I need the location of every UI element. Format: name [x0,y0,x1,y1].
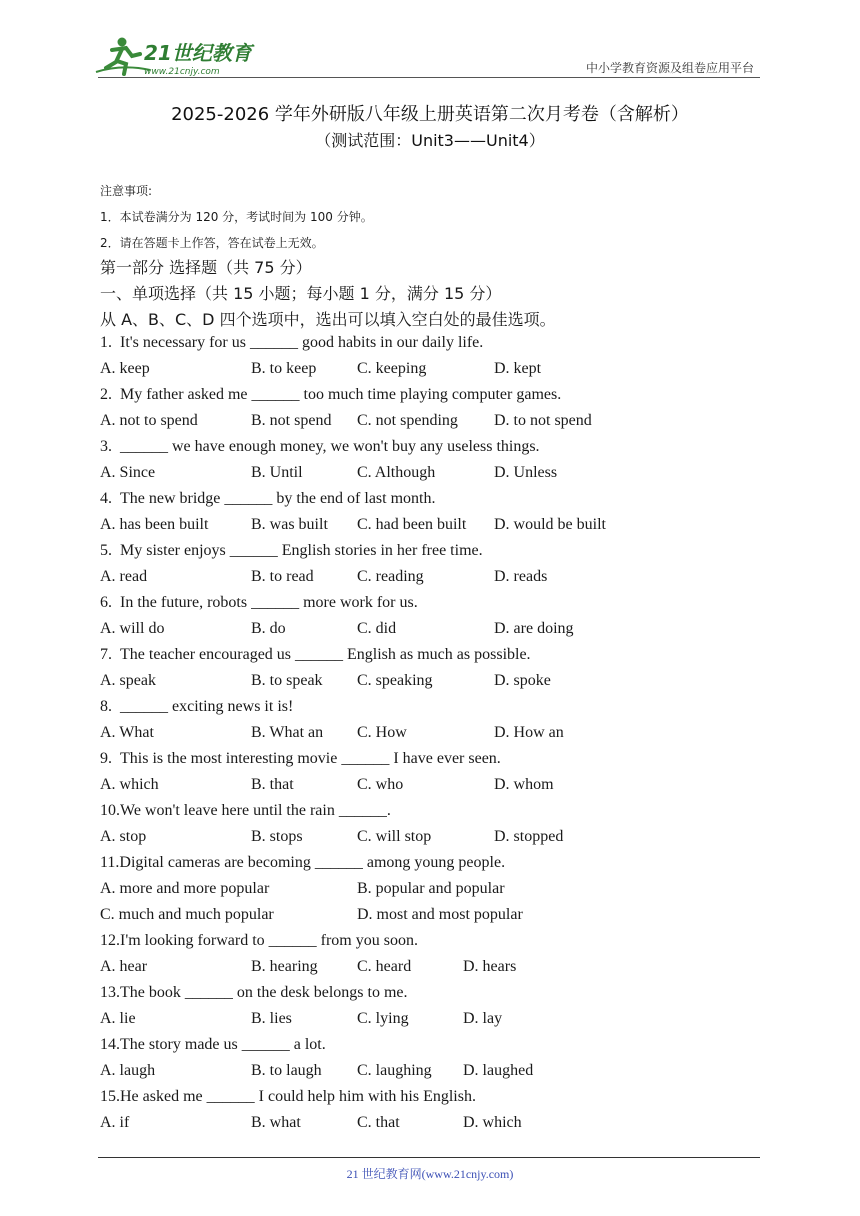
page-subtitle: （测试范围：Unit3——Unit4） [315,131,545,150]
answer-option[interactable]: C. keeping [357,360,427,377]
option-row [100,1114,660,1136]
answer-option[interactable]: B. do [251,620,286,637]
question-number: 9. [100,750,112,767]
answer-option[interactable]: C. will stop [357,828,432,845]
answer-option[interactable]: D. spoke [494,672,551,689]
option-row [100,906,660,928]
answer-option[interactable]: B. not spend [251,412,332,429]
section-instruction: 从 A、B、C、D 四个选项中，选出可以填入空白处的最佳选项。 [100,310,556,329]
question-stem [100,984,408,1002]
platform-label: 中小学教育资源及组卷应用平台 [585,61,754,75]
question-number: 8. [100,698,112,715]
option-row [100,958,660,980]
answer-option[interactable]: A. Since [100,464,156,481]
answer-option[interactable]: D. to not spend [494,412,592,429]
answer-option[interactable]: A. read [100,568,148,585]
question-stem [100,594,418,612]
answer-option[interactable]: D. which [463,1114,522,1131]
answer-option[interactable]: A. more and more popular [100,880,270,897]
answer-option[interactable]: A. laugh [100,1062,156,1079]
answer-option[interactable]: C. speaking [357,672,433,689]
answer-option[interactable]: D. would be built [494,516,606,533]
question-number: 7. [100,646,112,663]
answer-option[interactable]: B. Until [251,464,303,481]
question-stem [100,646,531,664]
answer-option[interactable]: A. lie [100,1010,136,1027]
answer-option[interactable]: D. most and most popular [357,906,523,923]
option-row [100,672,660,694]
answer-option[interactable]: C. reading [357,568,424,585]
question-stem [100,1088,476,1106]
note-item: 1．本试卷满分为 120 分，考试时间为 100 分钟。 [100,210,373,224]
answer-option[interactable]: C. not spending [357,412,458,429]
option-row [100,776,660,798]
note-item: 2．请在答题卡上作答，答在试卷上无效。 [100,236,324,250]
answer-option[interactable]: C. heard [357,958,412,975]
answer-option[interactable]: A. stop [100,828,147,845]
answer-option[interactable]: A. if [100,1114,130,1131]
question-stem [100,1036,326,1054]
answer-option[interactable]: A. which [100,776,159,793]
question-text: Digital cameras are becoming ______ among young people. [119,854,506,871]
question-text: ______ exciting news it is! [120,698,294,715]
question-stem [100,438,540,456]
question-stem [100,802,391,820]
question-stem [100,698,293,716]
question-text: We won't leave here until the rain ______. [120,802,391,819]
footer-divider [98,1157,760,1158]
question-text: The book ______ on the desk belongs to me. [120,984,408,1001]
question-text: It's necessary for us ______ good habits in our daily life. [120,334,484,351]
answer-option[interactable]: D. laughed [463,1062,534,1079]
answer-option[interactable]: B. what [251,1114,301,1131]
answer-option[interactable]: D. Unless [494,464,558,481]
question-stem [100,542,483,560]
option-row [100,516,660,538]
question-text: This is the most interesting movie ______ I have ever seen. [120,750,501,767]
option-row [100,360,660,382]
question-stem [100,334,483,352]
question-text: My father asked me ______ too much time playing computer games. [120,386,562,403]
answer-option[interactable]: A. hear [100,958,148,975]
answer-option[interactable]: D. whom [494,776,554,793]
answer-option[interactable]: C. had been built [357,516,467,533]
question-stem [100,490,436,508]
question-text: My sister enjoys ______ English stories in her free time. [120,542,483,559]
answer-option[interactable]: D. lay [463,1010,503,1027]
question-number: 12. [100,932,120,949]
option-row [100,880,660,902]
answer-option[interactable]: D. hears [463,958,517,975]
answer-option[interactable]: B. that [251,776,294,793]
question-number: 2. [100,386,112,403]
question-number: 10. [100,802,120,819]
answer-option[interactable]: A. speak [100,672,156,689]
header-divider [98,77,760,78]
question-stem [100,854,505,872]
option-row [100,828,660,850]
page-title: 2025-2026 学年外研版八年级上册英语第二次月考卷（含解析） [171,104,689,125]
answer-option[interactable]: B. was built [251,516,328,533]
option-row [100,620,660,642]
option-row [100,568,660,590]
answer-option[interactable]: B. to speak [251,672,323,689]
question-stem [100,386,561,404]
answer-option[interactable]: B. to laugh [251,1062,322,1079]
answer-option[interactable]: D. kept [494,360,542,377]
answer-option[interactable]: C. who [357,776,404,793]
logo-url: www.21cnjy.com [144,67,220,77]
question-number: 3. [100,438,112,455]
footer-text: 21 世纪教育网(www.21cnjy.com) [346,1167,514,1181]
option-row [100,1062,660,1084]
question-number: 11. [100,854,120,871]
answer-option[interactable]: B. popular and popular [357,880,505,897]
answer-option[interactable]: A. will do [100,620,165,637]
answer-option[interactable]: A. not to spend [100,412,198,429]
answer-option[interactable]: B. What an [251,724,324,741]
question-text: The teacher encouraged us ______ English as much as possible. [120,646,531,663]
question-stem [100,932,418,950]
option-row [100,724,660,746]
logo-text: 21世纪教育 [144,41,252,65]
option-row [100,1010,660,1032]
answer-option[interactable]: C. lying [357,1010,409,1027]
question-number: 1. [100,334,112,351]
runner-logo-icon [92,34,262,80]
answer-option[interactable]: C. that [357,1114,400,1131]
answer-option[interactable]: B. hearing [251,958,318,975]
answer-option[interactable]: D. How an [494,724,564,741]
answer-option[interactable]: C. much and much popular [100,906,274,923]
question-text: He asked me ______ I could help him with his English. [120,1088,476,1105]
question-number: 6. [100,594,112,611]
question-text: I'm looking forward to ______ from you soon. [120,932,418,949]
answer-option[interactable]: D. are doing [494,620,574,637]
answer-option[interactable]: C. laughing [357,1062,432,1079]
option-row [100,412,660,434]
answer-option[interactable]: C. Although [357,464,436,481]
answer-option[interactable]: A. has been built [100,516,209,533]
question-number: 4. [100,490,112,507]
answer-option[interactable]: B. stops [251,828,303,845]
answer-option[interactable]: B. to read [251,568,314,585]
question-number: 15. [100,1088,120,1105]
question-text: In the future, robots ______ more work for us. [120,594,418,611]
answer-option[interactable]: B. to keep [251,360,317,377]
section-heading: 一、单项选择（共 15 小题；每小题 1 分，满分 15 分） [100,284,502,303]
question-text: The new bridge ______ by the end of last month. [120,490,436,507]
question-stem [100,750,501,768]
answer-option[interactable]: A. keep [100,360,150,377]
answer-option[interactable]: C. did [357,620,397,637]
question-number: 13. [100,984,120,1001]
notes-title: 注意事项: [100,184,153,198]
part-heading: 第一部分 选择题（共 75 分） [100,258,312,277]
question-number: 5. [100,542,112,559]
answer-option[interactable]: A. What [100,724,154,741]
question-number: 14. [100,1036,120,1053]
option-row [100,464,660,486]
site-logo [92,34,262,80]
answer-option[interactable]: B. lies [251,1010,292,1027]
answer-option[interactable]: C. How [357,724,407,741]
answer-option[interactable]: D. stopped [494,828,564,845]
question-text: ______ we have enough money, we won't buy any useless things. [120,438,540,455]
question-text: The story made us ______ a lot. [120,1036,326,1053]
answer-option[interactable]: D. reads [494,568,548,585]
